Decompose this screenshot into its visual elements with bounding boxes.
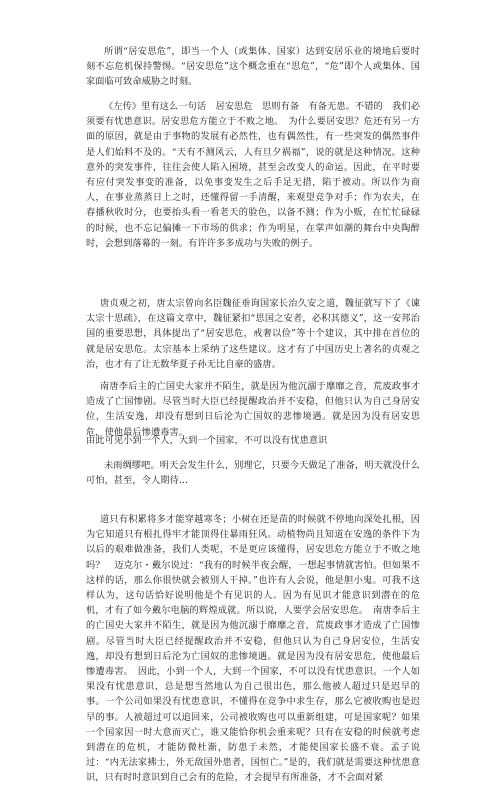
paragraph-zuozhuan: 《左传》里有这么一句话 居安思危 思则有备 有备无患。不错的 我们必须要有忧患意识。居安思危方能立于不败之地。 为什么要居安思？危还有另一方面的原因，就是由于事物的发展有必然性，也有偶然性，有一些突发的偶然事件是人们始料不及的。“天有不测风云，人有旦夕祸福”，说的就是这种情况。这种意外的突发事件，往往会使人陷入困境，甚至会改变人的命运。因此，在平时要有应付突发事变的准备，以免事变发生之后手足无措，陷于被动。所以作为商人，在事业蒸蒸日上之时，还懂得留一手清醒，来观望竞争对手；作为农夫，在春播秋收时分，也要抬头看一看老天的脸色，以备不测；作为小贩，在忙忙碌碌的时候，也不忘记偏摊一下市场的供求；作为明星，在掌声如潮的舞台中央陶醉时，会想到落幕的一刻。有许许多多成功与失败的例子。 (86, 101, 420, 249)
paragraph-preparation: 未雨绸缪吧。明天会发生什么，别理它，只要今天做足了准备，明天就没什么可怕，甚至，令人期待… (86, 460, 420, 487)
paragraph-essay-body: 道只有积累将多才能穿越寒冬；小树在还是苗的时候就不停地向深处扎根，因为它知道只有根扎得牢才能顶得住暴雨狂风。动植物尚且知道在安逸的条件下为以后的艰难做准备，我们人类呢，不是更应该懂得，居安思危方能立于不败之地吗？ 迈克尔・戴尔说过：“我有的时候半夜会醒，一想起事情就害怕。但如果不这样的话，那么你很快就会被别人干掉。”也许有人会说，他是胆小鬼。可我不这样认为，这句话恰好说明他是个有见识的人。因为有见识才能意识到潜在的危机，才有了如今戴尔电脑的辉煌成就。所以说，人要学会居安思危。 南唐李后主的亡国史大家并不陌生，就是因为他沉溺于靡靡之音，荒废政事才造成了亡国惨剧。尽管当时大臣已经提醒政治并不安稳，但他只认为自己身居安位，生活安逸，却没有想到日后沦为亡国奴的悲惨境遇。就是因为没有居安思危，使他最后惨遭毒害。 因此，小到一个人，大到一个国家，不可以没有忧患意识。一个人如果没有忧患意识，总是想当然地认为自己很出色，那么他被人超过只是迟早的事。一个公司如果没有忧患意识，不懂得在竞争中求生存，那么它被收购也是迟早的事。人被超过可以追回来，公司被收购也可以重新组建，可是国家呢？如果一个国家因一时大意而灭亡，谁又能恰你机会重来呢？只有在安稳的时候就考虑到潜在的危机，才能防微杜渐，防患于未然，才能使国家长盛不衰。孟子说过：“内无法家拂士，外无敌国外患者，国恒亡。”是的，我们就是需要这种忧患意识，只有时时意识到自己会有的危险，才会提早有所准备，才不会面对紧 (86, 514, 420, 784)
paragraph-conclusion: 由此可见小到一个人，大到一个国家，不可以没有忧患意识 (86, 435, 328, 446)
paragraph-definition: 所谓“居安思危”，即当一个人（或集体、国家）达到安居乐业的境地后要时刻不忘危机保持警惕。“居安思危”这个概念重在“思危”，“危”即个人或集体、国家面临可致命威胁之时刻。 (86, 46, 420, 88)
paragraph-southern-tang: 南唐李后主的亡国史大家并不陌生，就是因为他沉溺于靡靡之音，荒废政事才造成了亡国惨剧。尽管当时大臣已经提醒政治并不安稳，但他只认为自己身居安位，生活安逸，却没有想到日后沦为亡国奴的悲惨境遇。就是因为没有居安思危，使他最后惨遭毒害。 (86, 381, 420, 438)
paragraph-tang-zhenguan: 唐贞观之初，唐太宗曾向名臣魏征垂询国家长治久安之道，魏征就写下了《谏太宗十思疏》，在这篇文章中，魏征紧扣“思国之安者，必积其德义”，这一安邦治国的重要思想，具体提出了“居安思危，戒奢以俭”等十个建议，其中排在首位的就是居安思危。太宗基本上采纳了这些建议。这才有了中国历史上著名的贞观之治，也才有了让无数华夏子孙无比自豪的盛唐。 (86, 298, 420, 370)
